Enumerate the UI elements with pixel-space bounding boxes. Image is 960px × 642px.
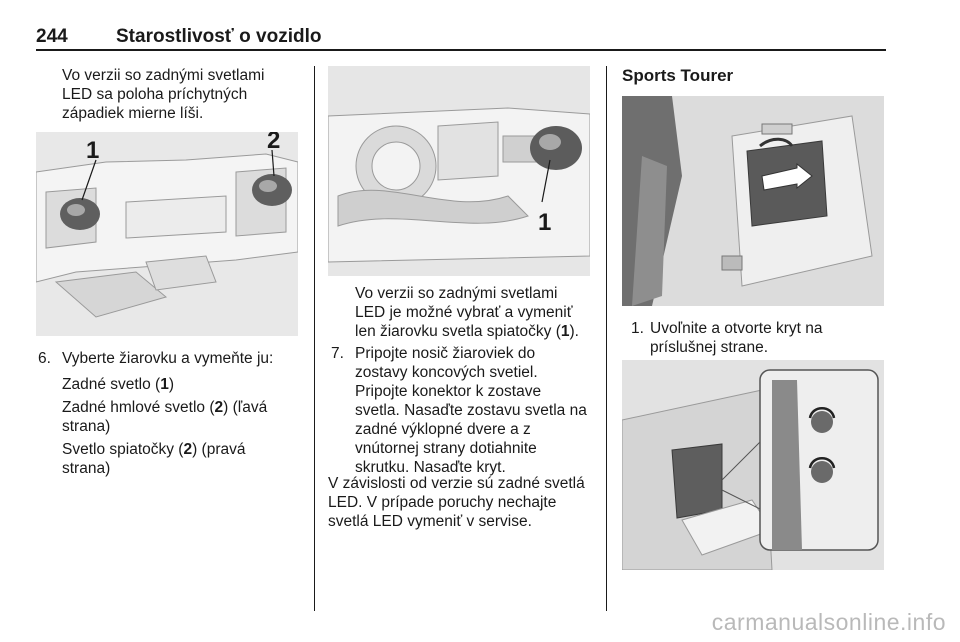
bulb-item: Svetlo spiatočky (2) (pravá xyxy=(62,441,246,458)
callout-1: 1 xyxy=(538,209,552,236)
step-6-number: 6. xyxy=(38,350,51,367)
figure-reversing-light-bulb xyxy=(328,66,590,276)
col1-intro-line: západiek mierne líši. xyxy=(62,105,204,122)
watermark: carmanualsonline.info xyxy=(711,609,946,635)
step-7-number: 7. xyxy=(331,345,344,362)
step-1-line: Uvoľnite a otvorte kryt na xyxy=(650,320,823,337)
bulb-item-line2: strana) xyxy=(62,418,111,435)
figure-tail-light-bulb-holder xyxy=(36,132,298,336)
step-7-line: svetla. Nasaďte zostavu svetla na xyxy=(355,402,587,419)
note-line: Vo verzii so zadnými svetlami xyxy=(355,285,558,302)
column-divider-1 xyxy=(314,66,315,611)
step-7-line: skrutku. Nasaďte kryt. xyxy=(355,459,506,476)
header-rule xyxy=(36,49,886,51)
page-number: 244 xyxy=(36,26,68,47)
sports-tourer-heading: Sports Tourer xyxy=(622,66,734,85)
figure-fastening-screws xyxy=(622,360,884,570)
step-6-text: Vyberte žiarovku a vymeňte ju: xyxy=(62,350,274,367)
page-header xyxy=(36,0,886,52)
bulb-holder-illustration xyxy=(36,132,298,336)
column-divider-2 xyxy=(606,66,607,611)
note-line: len žiarovku svetla spiatočky (1). xyxy=(355,323,579,340)
col1-intro-line: Vo verzii so zadnými svetlami xyxy=(62,67,265,84)
section-title: Starostlivosť o vozidlo xyxy=(116,26,322,47)
note-line: LED je možné vybrať a vymeniť xyxy=(355,304,573,321)
step-7-line: Pripojte konektor k zostave xyxy=(355,383,542,400)
callout-2: 2 xyxy=(267,132,281,154)
step-7-line: zadné výklopné dvere a z xyxy=(355,421,531,438)
led-paragraph-line: V závislosti od verzie sú zadné svetlá xyxy=(328,475,585,492)
fastening-illustration xyxy=(622,360,884,570)
step-7-line: vnútornej strany dotiahnite xyxy=(355,440,537,457)
figure-open-cover xyxy=(622,96,884,306)
bulb-item: Zadné hmlové svetlo (2) (ľavá xyxy=(62,399,268,416)
step-7-line: Pripojte nosič žiaroviek do xyxy=(355,345,536,362)
step-1-number: 1. xyxy=(631,320,644,337)
led-paragraph-line: LED. V prípade poruchy nechajte xyxy=(328,494,557,511)
col1-intro-line: LED sa poloha príchytných xyxy=(62,86,248,103)
step-7-line: zostavy koncových svetiel. xyxy=(355,364,538,381)
reversing-bulb-illustration xyxy=(328,66,590,276)
led-paragraph-line: svetlá LED vymeniť v servise. xyxy=(328,513,532,530)
bulb-item-line2: strana) xyxy=(62,460,111,477)
bulb-item: Zadné svetlo (1) xyxy=(62,376,175,393)
trunk-cover-illustration xyxy=(622,96,884,306)
step-1-line: príslušnej strane. xyxy=(650,339,769,356)
callout-1: 1 xyxy=(86,137,100,164)
